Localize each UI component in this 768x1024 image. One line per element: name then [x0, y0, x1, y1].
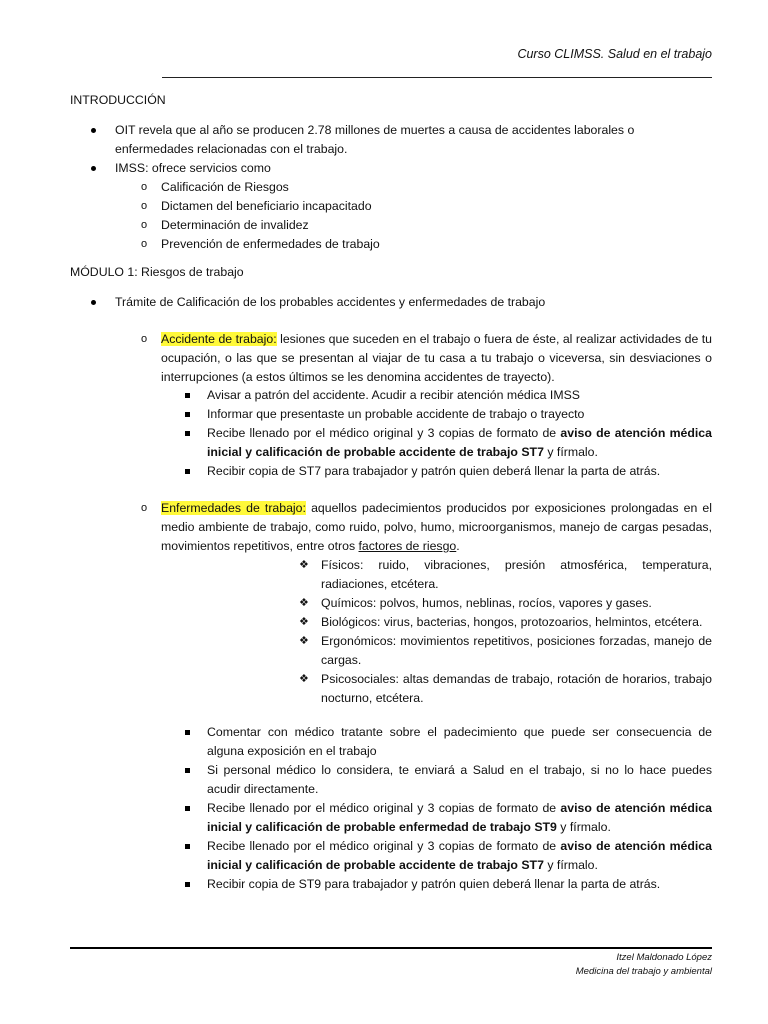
- square-bullet-icon: [185, 806, 190, 811]
- enfermedad-steps: [207, 723, 712, 894]
- intro-heading: INTRODUCCIÓN: [70, 93, 166, 107]
- intro-bullet-1: OIT revela que al año se producen 2.78 millones de muertes a causa de accidentes laborales o enfermedades relacionadas con el trabajo.: [115, 121, 712, 159]
- module-1-heading: MÓDULO 1: Riesgos de trabajo: [70, 265, 244, 279]
- square-bullet-icon: [185, 768, 190, 773]
- square-bullet-icon: [185, 393, 190, 398]
- circle-bullet-icon: o: [141, 238, 148, 250]
- bullet-dot: [91, 300, 96, 305]
- list-item: o Dictamen del beneficiario incapacitado: [161, 197, 712, 216]
- document-header-title: Curso CLIMSS. Salud en el trabajo: [517, 47, 712, 61]
- square-bullet-icon: [185, 882, 190, 887]
- circle-bullet-icon: o: [141, 200, 148, 212]
- accidente-definition: o Accidente de trabajo: lesiones que suceden en el trabajo o fuera de éste, al realizar actividades de tu ocupación, o las que se presentan al viajar de tu casa a tu trabajo o viceversa, sin desviaciones o interrupciones (a estos últimos se les denomina accidentes de trayecto).: [141, 332, 712, 384]
- diamond-bullet-icon: ❖: [299, 597, 309, 609]
- accidente-term: Accidente de trabajo:: [161, 332, 277, 346]
- bullet-dot: [91, 166, 96, 171]
- square-bullet-icon: [185, 412, 190, 417]
- list-item: Si personal médico lo considera, te enviará a Salud en el trabajo, si no lo hace puedes acudir directamente.: [207, 761, 712, 799]
- square-bullet-icon: [185, 431, 190, 436]
- services-list: [141, 178, 712, 254]
- square-bullet-icon: [185, 730, 190, 735]
- diamond-bullet-icon: ❖: [299, 559, 309, 571]
- enfermedad-definition: o Enfermedades de trabajo: aquellos padecimientos producidos por exposiciones prolongadas en el medio ambiente de trabajo, como ruido, polvo, humo, microorganismos, manejo de cargas pesadas, movimientos repetitivos, entre otros factores de riesgo.: [141, 501, 713, 553]
- footer-rule: [70, 947, 712, 949]
- risk-factors-list: [299, 556, 712, 708]
- list-item: o Prevención de enfermedades de trabajo: [161, 235, 712, 254]
- diamond-bullet-icon: ❖: [299, 635, 309, 647]
- header-rule: [162, 77, 712, 78]
- circle-bullet-icon: o: [141, 502, 148, 514]
- accidente-steps: [207, 386, 712, 481]
- list-item: ❖ Químicos: polvos, humos, neblinas, rocíos, vapores y gases.: [321, 594, 712, 613]
- list-item: Recibe llenado por el médico original y 3 copias de formato de aviso de atención médica inicial y calificación de probable enfermedad de trabajo ST9 y fírmalo.: [207, 799, 712, 837]
- list-item: ❖ Biológicos: virus, bacterias, hongos, protozoarios, helmintos, etcétera.: [321, 613, 712, 632]
- list-item: o Determinación de invalidez: [161, 216, 712, 235]
- factores-de-riesgo-link: factores de riesgo: [358, 539, 457, 553]
- list-item: ❖ Ergonómicos: movimientos repetitivos, posiciones forzadas, manejo de cargas.: [299, 634, 712, 667]
- diamond-bullet-icon: ❖: [299, 616, 309, 628]
- circle-bullet-icon: o: [141, 333, 148, 345]
- list-item: Recibir copia de ST7 para trabajador y patrón quien deberá llenar la parta de atrás.: [207, 462, 712, 481]
- bullet-dot: [91, 128, 96, 133]
- square-bullet-icon: [185, 469, 190, 474]
- list-item: Recibe llenado por el médico original y 3 copias de formato de aviso de atención médica inicial y calificación de probable accidente de trabajo ST7 y fírmalo.: [207, 424, 712, 462]
- list-item: ❖ Físicos: ruido, vibraciones, presión atmosférica, temperatura, radiaciones, etcétera.: [299, 558, 712, 591]
- circle-bullet-icon: o: [141, 181, 148, 193]
- footer-author: Itzel Maldonado López: [616, 952, 712, 963]
- list-item: o Calificación de Riesgos: [161, 178, 712, 197]
- list-item: Recibe llenado por el médico original y 3 copias de formato de aviso de atención médica inicial y calificación de probable accidente de trabajo ST7 y fírmalo.: [207, 837, 712, 875]
- diamond-bullet-icon: ❖: [299, 673, 309, 685]
- module-1-bullet: Trámite de Calificación de los probables accidentes y enfermedades de trabajo: [115, 293, 712, 312]
- intro-bullet-2: IMSS: ofrece servicios como: [115, 159, 712, 178]
- square-bullet-icon: [185, 844, 190, 849]
- list-item: Comentar con médico tratante sobre el padecimiento que puede ser consecuencia de alguna exposición en el trabajo: [207, 723, 712, 761]
- list-item: ❖ Psicosociales: altas demandas de trabajo, rotación de horarios, trabajo nocturno, etcétera.: [299, 672, 712, 705]
- list-item: Informar que presentaste un probable accidente de trabajo o trayecto: [207, 405, 712, 424]
- enfermedad-term: Enfermedades de trabajo:: [161, 501, 306, 515]
- footer-subtitle: Medicina del trabajo y ambiental: [575, 966, 712, 977]
- list-item: Recibir copia de ST9 para trabajador y patrón quien deberá llenar la parta de atrás.: [207, 875, 712, 894]
- list-item: Avisar a patrón del accidente. Acudir a recibir atención médica IMSS: [207, 386, 712, 405]
- circle-bullet-icon: o: [141, 219, 148, 231]
